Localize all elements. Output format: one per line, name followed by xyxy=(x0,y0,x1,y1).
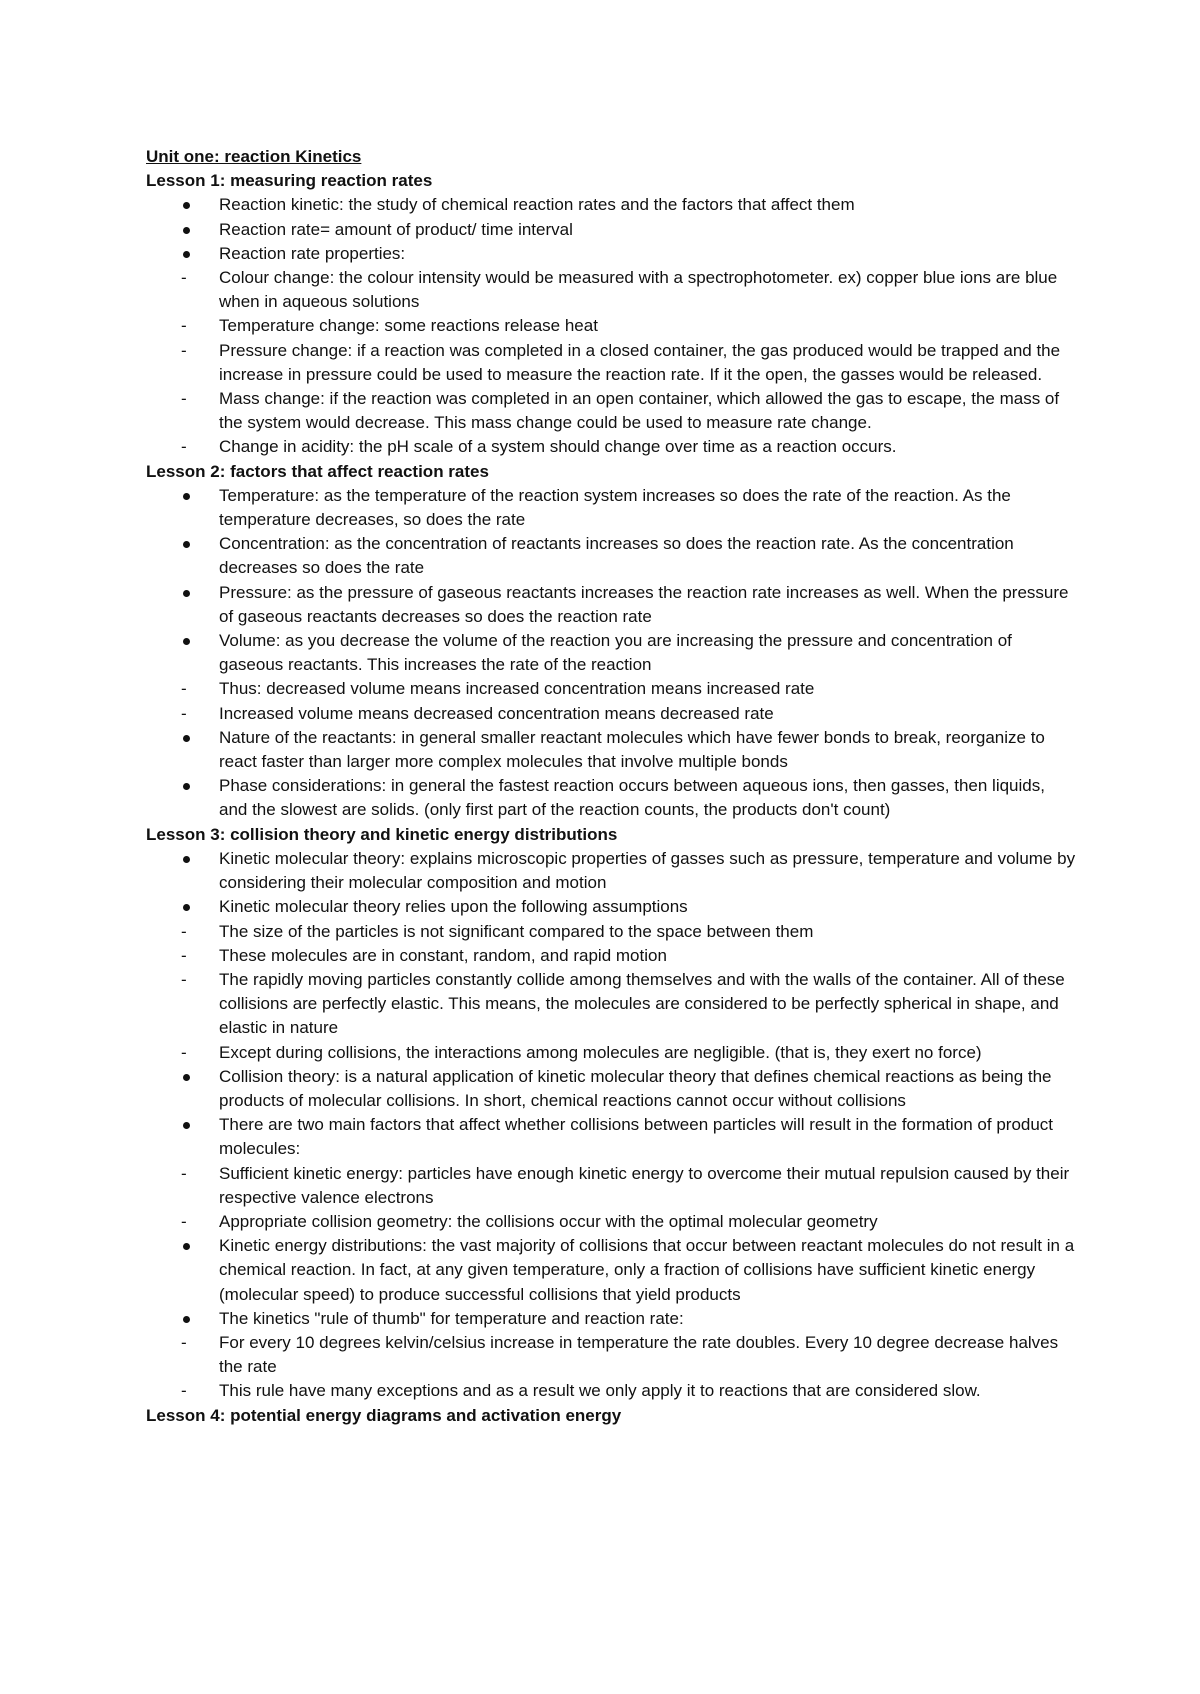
sub-list-item: - This rule have many exceptions and as a result we only apply it to reactions that are considered slow. xyxy=(146,1379,1076,1403)
list-item xyxy=(146,847,1076,895)
sub-list xyxy=(146,677,1076,725)
lessons-container xyxy=(146,169,1076,1428)
list-item xyxy=(146,1234,1076,1307)
list-item-text: Kinetic energy distributions: the vast majority of collisions that occur between reactant molecules do not result in a chemical reaction. In fact, at any given temperature, only a fraction of collisions have sufficient kinetic energy (molecular speed) to produce successful collisions that yield products xyxy=(219,1236,1075,1304)
lesson-heading: Lesson 1: measuring reaction rates xyxy=(146,171,433,191)
list-item xyxy=(146,193,1076,217)
list-item-text: Nature of the reactants: in general smaller reactant molecules which have fewer bonds to break, reorganize to react faster than larger more complex molecules that involve multiple bonds xyxy=(219,727,1045,772)
sub-list-item: - Except during collisions, the interactions among molecules are negligible. (that is, they exert no force) xyxy=(146,1041,1076,1065)
list-item xyxy=(146,242,1076,266)
sub-list-item: - Mass change: if the reaction was completed in an open container, which allowed the gas to escape, the mass of the system would decrease. This mass change could be used to measure rate change. xyxy=(146,387,1076,435)
list-item-text: Reaction rate properties: xyxy=(219,243,406,263)
list-item xyxy=(146,629,1076,677)
sub-list-item: - Increased volume means decreased concentration means decreased rate xyxy=(146,702,1076,726)
sub-list-item: - These molecules are in constant, random, and rapid motion xyxy=(146,944,1076,968)
list-item-text: Concentration: as the concentration of reactants increases so does the reaction rate. As the concentration decreases so does the rate xyxy=(219,534,1014,578)
list-item-text: Collision theory: is a natural application of kinetic molecular theory that defines chemical reactions as being the products of molecular collisions. In short, chemical reactions cannot occur without collisions xyxy=(219,1066,1052,1110)
sub-list xyxy=(146,1331,1076,1404)
sub-list-item: - Appropriate collision geometry: the collisions occur with the optimal molecular geometry xyxy=(146,1210,1076,1234)
list-item xyxy=(146,1065,1076,1113)
list-item-text: Volume: as you decrease the volume of the reaction you are increasing the pressure and concentration of gaseous reactants. This increases the rate of the reaction xyxy=(219,631,1012,675)
list-item xyxy=(146,218,1076,242)
bullet-list xyxy=(146,484,1076,823)
list-item-text: Phase considerations: in general the fastest reaction occurs between aqueous ions, then gasses, then liquids, and the slowest are solids. (only first part of the reaction counts, the products don't count) xyxy=(219,776,1045,820)
list-item-text: Reaction rate= amount of product/ time interval xyxy=(219,219,573,239)
sub-list xyxy=(146,266,1076,460)
list-item xyxy=(146,581,1076,629)
lesson-heading: Lesson 2: factors that affect reaction rates xyxy=(146,461,489,481)
document-page xyxy=(146,145,1076,1428)
sub-list xyxy=(146,1162,1076,1235)
list-item xyxy=(146,484,1076,532)
list-item xyxy=(146,532,1076,580)
list-item-text: Reaction kinetic: the study of chemical reaction rates and the factors that affect them xyxy=(219,195,855,215)
list-item xyxy=(146,726,1076,774)
document-title: Unit one: reaction Kinetics xyxy=(146,147,362,166)
lesson-heading: Lesson 4: potential energy diagrams and activation energy xyxy=(146,1405,622,1425)
sub-list-item: - Colour change: the colour intensity would be measured with a spectrophotometer. ex) copper blue ions are blue when in aqueous solutions xyxy=(146,266,1076,314)
list-item xyxy=(146,1113,1076,1161)
list-item xyxy=(146,1307,1076,1331)
lesson-heading: Lesson 3: collision theory and kinetic energy distributions xyxy=(146,824,618,844)
list-item-text: Pressure: as the pressure of gaseous reactants increases the reaction rate increases as well. When the pressure of gaseous reactants decreases so does the reaction rate xyxy=(219,582,1069,626)
list-item-text: Kinetic molecular theory relies upon the following assumptions xyxy=(219,897,688,917)
sub-list-item: - For every 10 degrees kelvin/celsius increase in temperature the rate doubles. Every 10 degree decrease halves the rate xyxy=(146,1331,1076,1379)
sub-list xyxy=(146,920,1076,1065)
sub-list-item: - The rapidly moving particles constantly collide among themselves and with the walls of the container. All of these collisions are perfectly elastic. This means, the molecules are considered to be perfectly spherical in shape, and elastic in nature xyxy=(146,968,1076,1041)
list-item-text: Kinetic molecular theory: explains microscopic properties of gasses such as pressure, temperature and volume by considering their molecular composition and motion xyxy=(219,848,1076,893)
bullet-list xyxy=(146,193,1076,459)
sub-list-item: - Sufficient kinetic energy: particles have enough kinetic energy to overcome their mutual repulsion caused by their respective valence electrons xyxy=(146,1162,1076,1210)
sub-list-item: - Thus: decreased volume means increased concentration means increased rate xyxy=(146,677,1076,701)
list-item-text: The kinetics "rule of thumb" for temperature and reaction rate: xyxy=(219,1308,684,1328)
sub-list-item: - Pressure change: if a reaction was completed in a closed container, the gas produced would be trapped and the increase in pressure could be used to measure the reaction rate. If it the open, the gasses would be released. xyxy=(146,339,1076,387)
list-item-text: Temperature: as the temperature of the reaction system increases so does the rate of the reaction. As the temperature decreases, so does the rate xyxy=(219,485,1011,530)
list-item xyxy=(146,774,1076,822)
sub-list-item: - Change in acidity: the pH scale of a system should change over time as a reaction occurs. xyxy=(146,435,1076,459)
sub-list-item: - Temperature change: some reactions release heat xyxy=(146,314,1076,338)
sub-list-item: - The size of the particles is not significant compared to the space between them xyxy=(146,920,1076,944)
list-item-text: There are two main factors that affect whether collisions between particles will result in the formation of product molecules: xyxy=(219,1115,1054,1159)
list-item xyxy=(146,895,1076,919)
bullet-list xyxy=(146,847,1076,1404)
